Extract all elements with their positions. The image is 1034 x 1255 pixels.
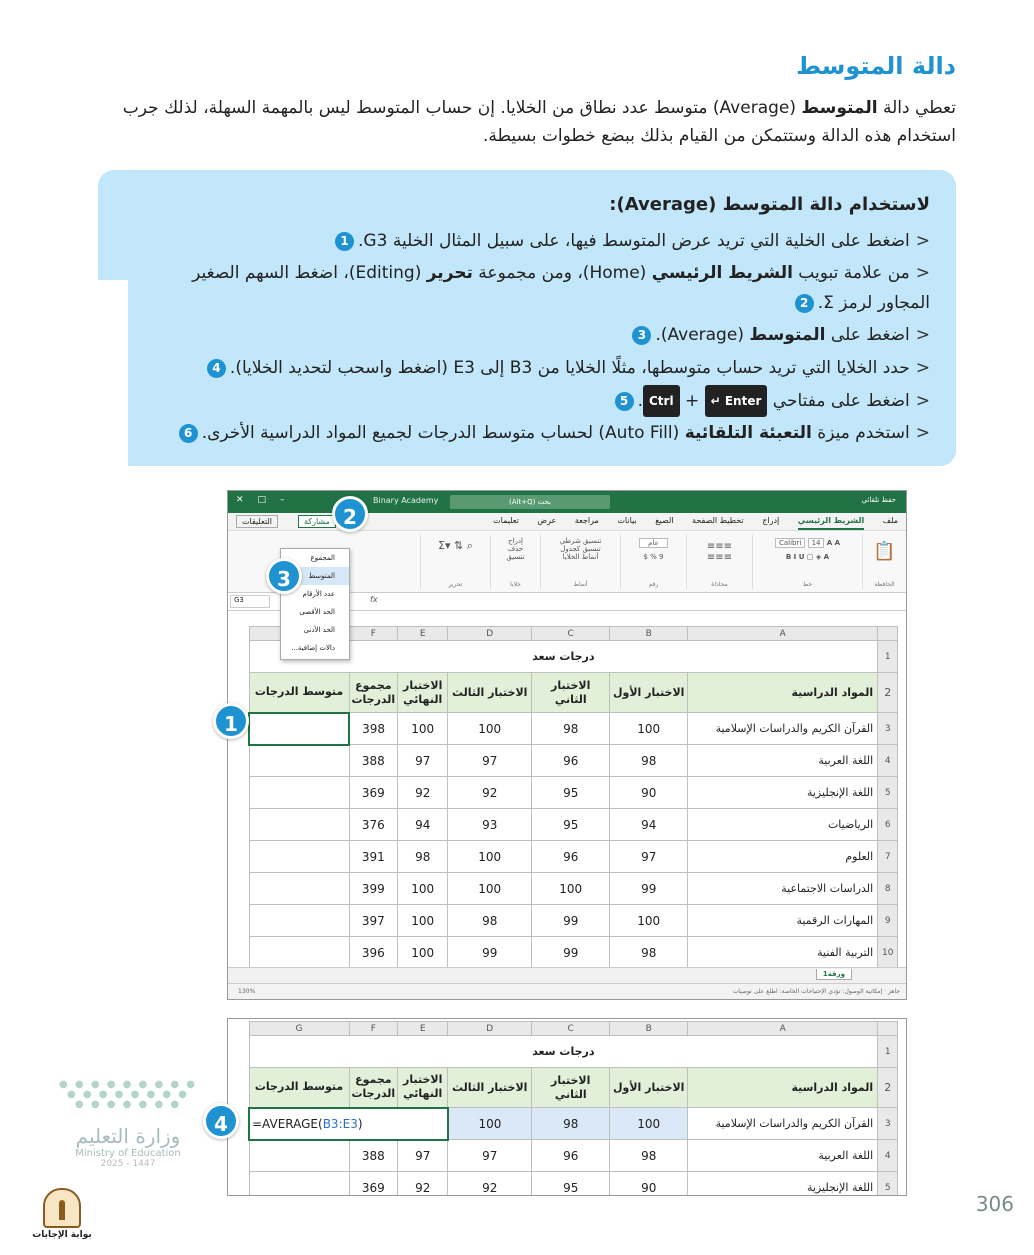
header-cell[interactable]: الاختبار الثاني: [532, 673, 610, 713]
total-cell[interactable]: 369: [349, 1172, 398, 1197]
callout-1: 1: [213, 703, 249, 739]
grade-cell[interactable]: 94: [610, 809, 688, 841]
font-format-buttons[interactable]: B I U ▢ ◈ A: [785, 553, 830, 561]
grade-cell[interactable]: 97: [448, 1140, 532, 1172]
table-row: [249, 777, 898, 809]
menu-item-min[interactable]: الحد الأدنى: [303, 626, 335, 634]
grade-cell[interactable]: 95: [532, 1172, 610, 1197]
font-name-select[interactable]: Calibri: [775, 538, 805, 548]
grade-cell[interactable]: 90: [610, 1172, 688, 1197]
step-1-number: 1: [335, 232, 354, 251]
step-6: <استخدم ميزة التعبئة التلقائية (Auto Fill) لحساب متوسط الدرجات لجميع المواد الدراسية الأخرى.6: [150, 418, 930, 448]
grade-cell[interactable]: 97: [610, 841, 688, 873]
subject-cell[interactable]: اللغة الإنجليزية: [688, 1172, 878, 1197]
page-title: دالة المتوسط: [796, 52, 956, 80]
menu-item-sum[interactable]: المجموع: [310, 554, 335, 562]
row-number[interactable]: 6: [878, 809, 898, 841]
grade-cell[interactable]: 94: [398, 809, 448, 841]
tab-insert[interactable]: إدراج: [762, 516, 780, 525]
pen-badge-icon: [43, 1188, 81, 1228]
header-cell[interactable]: مجموع الدرجات: [349, 1068, 398, 1108]
row-number[interactable]: 3: [878, 1108, 898, 1140]
group-number: عام $ % 9 رقم: [620, 535, 686, 589]
column-header-f[interactable]: F: [349, 627, 398, 641]
subject-cell[interactable]: اللغة الإنجليزية: [688, 777, 878, 809]
column-header-a[interactable]: A: [688, 1022, 878, 1036]
tab-data[interactable]: بيانات: [617, 516, 637, 525]
table-row: [249, 745, 898, 777]
grade-cell[interactable]: 97: [448, 745, 532, 777]
step-2-number: 2: [795, 294, 814, 313]
group-editing: Σ▾ ⇅ ⌕ تحرير: [420, 535, 490, 589]
grade-cell[interactable]: 92: [448, 1172, 532, 1197]
header-cell[interactable]: متوسط الدرجات: [249, 673, 349, 713]
row-number[interactable]: 2: [878, 1068, 898, 1108]
page-number: 306: [975, 1192, 1014, 1216]
average-cell[interactable]: [249, 841, 349, 873]
column-header-f[interactable]: F: [349, 1022, 398, 1036]
format-as-table-button[interactable]: تنسيق كجدول: [560, 545, 601, 553]
row-number[interactable]: 5: [878, 1172, 898, 1197]
table-row: [249, 873, 898, 905]
row-number[interactable]: 4: [878, 745, 898, 777]
grade-cell[interactable]: 97: [398, 745, 448, 777]
search-box[interactable]: بحث (Alt+Q): [450, 495, 610, 509]
average-cell[interactable]: [249, 777, 349, 809]
header-cell[interactable]: الاختبار النهائي: [398, 1068, 448, 1108]
grade-cell[interactable]: 98: [532, 713, 610, 745]
tab-page-layout[interactable]: تخطيط الصفحة: [692, 516, 744, 525]
sheet-tab[interactable]: ورقة1: [816, 969, 852, 980]
format-cells-button[interactable]: تنسيق: [506, 553, 525, 561]
name-box[interactable]: G3: [230, 595, 270, 608]
total-cell[interactable]: 369: [349, 777, 398, 809]
row-number[interactable]: 1: [878, 1036, 898, 1068]
tab-help[interactable]: تعليمات: [493, 516, 519, 525]
total-cell[interactable]: 399: [349, 873, 398, 905]
average-cell[interactable]: [249, 713, 349, 745]
ctrl-key: Ctrl: [643, 385, 680, 417]
table-row: [249, 809, 898, 841]
number-format-select[interactable]: عام: [639, 538, 668, 548]
step-3-number: 3: [632, 326, 651, 345]
step-4: <حدد الخلايا التي تريد حساب متوسطها، مثلًا الخلايا من B3 إلى E3 (اضغط واسحب لتحديد الخلايا).4: [150, 353, 930, 383]
callout-2: 2: [332, 496, 368, 532]
grade-cell[interactable]: 98: [532, 1108, 610, 1140]
window-title: Binary Academy: [373, 496, 439, 505]
row-number[interactable]: 5: [878, 777, 898, 809]
column-header-a[interactable]: A: [688, 627, 878, 641]
intro-paragraph: تعطي دالة المتوسط (Average) متوسط عدد نطاق من الخلايا. إن حساب المتوسط ليس بالمهمة السهلة، لذلك جرب استخدام هذه الدالة وستتمكن من القيام بذلك ببضع خطوات بسيطة.: [122, 98, 956, 146]
grade-cell[interactable]: 99: [532, 905, 610, 937]
group-styles: تنسيق شرطي تنسيق كجدول أنماط الخلايا أنماط: [540, 535, 620, 589]
callout-3: 3: [266, 558, 302, 594]
header-cell[interactable]: الاختبار الثالث: [448, 1068, 532, 1108]
grade-cell[interactable]: 99: [610, 873, 688, 905]
menu-item-max[interactable]: الحد الأقصى: [299, 608, 335, 616]
grade-cell[interactable]: 98: [610, 1140, 688, 1172]
header-cell[interactable]: المواد الدراسية: [688, 1068, 878, 1108]
column-header-d[interactable]: D: [448, 627, 532, 641]
grades-table: [248, 626, 898, 969]
grade-cell[interactable]: 90: [610, 777, 688, 809]
total-cell[interactable]: 391: [349, 841, 398, 873]
table-row: [249, 841, 898, 873]
grade-cell[interactable]: 100: [610, 1108, 688, 1140]
site-badge: بوابة الإجابات: [30, 1188, 94, 1240]
grade-cell[interactable]: 100: [448, 1108, 532, 1140]
tab-file[interactable]: ملف: [882, 516, 898, 525]
average-cell[interactable]: [249, 1140, 349, 1172]
row-number[interactable]: 2: [878, 673, 898, 713]
row-number[interactable]: 7: [878, 841, 898, 873]
grade-cell[interactable]: 96: [532, 745, 610, 777]
subject-cell[interactable]: القرآن الكريم والدراسات الإسلامية: [688, 713, 878, 745]
group-alignment: ≡≡≡ ≡≡≡ محاذاة: [686, 535, 752, 589]
menu-item-count[interactable]: عدد الأرقام: [302, 590, 335, 598]
grade-cell[interactable]: 100: [398, 873, 448, 905]
group-clipboard: 📋 الحافظة: [862, 535, 906, 589]
number-buttons[interactable]: $ % 9: [643, 553, 664, 561]
subject-cell[interactable]: القرآن الكريم والدراسات الإسلامية: [688, 1108, 878, 1140]
grade-cell[interactable]: 98: [448, 905, 532, 937]
total-cell[interactable]: 398: [349, 713, 398, 745]
tab-review[interactable]: مراجعة: [574, 516, 599, 525]
average-cell[interactable]: [249, 873, 349, 905]
column-header-e[interactable]: E: [398, 627, 448, 641]
subject-cell[interactable]: الدراسات الاجتماعية: [688, 873, 878, 905]
average-cell[interactable]: [249, 1172, 349, 1197]
row-number[interactable]: 9: [878, 905, 898, 937]
corner-cell[interactable]: [878, 627, 898, 641]
logo-dots-icon: ● ● ● ● ● ● ● ● ● ● ● ● ● ● ● ● ● ● ● ● ● ● ● ●: [59, 1079, 197, 1110]
subject-cell[interactable]: التربية الفنية: [688, 937, 878, 969]
column-header-e[interactable]: E: [398, 1022, 448, 1036]
formula-cell[interactable]: =AVERAGE(B3:E3): [249, 1108, 448, 1140]
average-cell[interactable]: [249, 905, 349, 937]
grade-cell[interactable]: 100: [448, 713, 532, 745]
total-cell[interactable]: 376: [349, 809, 398, 841]
grade-cell[interactable]: 96: [532, 841, 610, 873]
grade-cell[interactable]: 98: [610, 745, 688, 777]
insert-cells-button[interactable]: إدراج: [508, 537, 523, 545]
worksheet-grid: [248, 626, 898, 969]
menu-item-more-functions[interactable]: دالات إضافية...: [291, 644, 335, 652]
total-cell[interactable]: 388: [349, 1140, 398, 1172]
header-cell[interactable]: الاختبار الأول: [610, 673, 688, 713]
table-row: [249, 937, 898, 969]
menu-item-average[interactable]: المتوسط: [281, 567, 349, 585]
table-row: [249, 713, 898, 745]
tab-formulas[interactable]: الصيغ: [655, 516, 674, 525]
subject-cell[interactable]: الرياضيات: [688, 809, 878, 841]
header-cell[interactable]: الاختبار الثالث: [448, 673, 532, 713]
table-body: [249, 713, 898, 969]
grade-cell[interactable]: 100: [448, 873, 532, 905]
subject-cell[interactable]: العلوم: [688, 841, 878, 873]
row-number[interactable]: 4: [878, 1140, 898, 1172]
fx-icon[interactable]: fx: [370, 595, 378, 604]
grade-cell[interactable]: 97: [398, 1140, 448, 1172]
subject-cell[interactable]: المهارات الرقمية: [688, 905, 878, 937]
column-header-b[interactable]: B: [610, 627, 688, 641]
column-header-g[interactable]: G: [249, 1022, 349, 1036]
grade-cell[interactable]: 98: [398, 841, 448, 873]
header-cell[interactable]: الاختبار النهائي: [398, 673, 448, 713]
grade-cell[interactable]: 92: [448, 777, 532, 809]
grade-cell[interactable]: 92: [398, 777, 448, 809]
row-number[interactable]: 10: [878, 937, 898, 969]
column-header-d[interactable]: D: [448, 1022, 532, 1036]
grade-cell[interactable]: 99: [448, 937, 532, 969]
average-cell[interactable]: [249, 745, 349, 777]
comments-button[interactable]: التعليقات: [236, 515, 278, 528]
steps-heading: لاستخدام دالة المتوسط (Average):: [609, 194, 930, 215]
step-1: <اضغط على الخلية التي تريد عرض المتوسط فيها، على سبيل المثال الخلية G3.1: [150, 226, 930, 256]
worksheet-grid-2: [248, 1021, 898, 1196]
average-cell[interactable]: [249, 937, 349, 969]
step-3: <اضغط على المتوسط (Average).3: [150, 320, 930, 350]
header-cell[interactable]: الاختبار الثاني: [532, 1068, 610, 1108]
grade-cell[interactable]: 100: [610, 905, 688, 937]
grade-cell[interactable]: 92: [398, 1172, 448, 1197]
tab-view[interactable]: عرض: [537, 516, 557, 525]
callout-4: 4: [203, 1103, 239, 1139]
corner-cell[interactable]: [878, 1022, 898, 1036]
grade-cell[interactable]: 100: [398, 905, 448, 937]
subject-cell[interactable]: اللغة العربية: [688, 745, 878, 777]
paste-icon[interactable]: 📋: [873, 541, 896, 562]
step-4-number: 4: [207, 359, 226, 378]
subject-cell[interactable]: اللغة العربية: [688, 1140, 878, 1172]
alignment-buttons[interactable]: ≡≡≡ ≡≡≡: [706, 541, 733, 563]
column-header-c[interactable]: C: [532, 627, 610, 641]
grade-cell[interactable]: 98: [610, 937, 688, 969]
table-row: [249, 905, 898, 937]
grade-cell[interactable]: 96: [532, 1140, 610, 1172]
grade-cell[interactable]: 100: [398, 713, 448, 745]
group-cells: إدراج حذف تنسيق خلايا: [490, 535, 540, 589]
total-cell[interactable]: 388: [349, 745, 398, 777]
step-5-number: 5: [615, 392, 634, 411]
sheet-tabs-bar: [228, 967, 906, 983]
font-size-select[interactable]: 14: [808, 538, 825, 548]
column-header-b[interactable]: B: [610, 1022, 688, 1036]
header-cell[interactable]: متوسط الدرجات: [249, 1068, 349, 1108]
sheet-title-cell[interactable]: درجات سعد: [249, 1036, 878, 1068]
grade-cell[interactable]: 100: [532, 873, 610, 905]
steps-box: [98, 170, 956, 466]
status-bar: [228, 983, 906, 999]
average-cell[interactable]: [249, 809, 349, 841]
ribbon-tabs: [228, 513, 906, 531]
ministry-logo: ● ● ● ● ● ● ● ● ● ● ● ● ● ● ● ● ● ● ● ● ● ● ● ● وزارة التعليم Ministry of Education 2025 - 1447: [59, 1079, 197, 1169]
title-bar: [228, 491, 906, 513]
grade-cell[interactable]: 100: [398, 937, 448, 969]
grades-table-2: [248, 1021, 898, 1196]
row-number[interactable]: 3: [878, 713, 898, 745]
delete-cells-button[interactable]: حذف: [507, 545, 524, 553]
grade-cell[interactable]: 100: [610, 713, 688, 745]
total-cell[interactable]: 397: [349, 905, 398, 937]
share-button[interactable]: مشاركة: [298, 515, 336, 528]
enter-key: Enter ↵: [705, 385, 768, 417]
step-5: <اضغط على مفتاحي Enter ↵ + Ctrl.5: [150, 385, 930, 417]
row-number[interactable]: 1: [878, 641, 898, 673]
step-2: <من علامة تبويب الشريط الرئيسي (Home)، ومن مجموعة تحرير (Editing)، اضغط السهم الصغير المجاور لرمز Σ.2: [192, 263, 930, 313]
grade-cell[interactable]: 100: [448, 841, 532, 873]
excel-formula-view: [227, 1018, 907, 1196]
header-cell[interactable]: الاختبار الأول: [610, 1068, 688, 1108]
step-6-number: 6: [179, 424, 198, 443]
window-controls[interactable]: ✕□–: [236, 495, 299, 505]
row-number[interactable]: 8: [878, 873, 898, 905]
status-text: جاهز · إمكانية الوصول: تؤدي الإحتياجات الخاصة: اطلع على توصيات: [732, 988, 900, 995]
grade-cell[interactable]: 99: [532, 937, 610, 969]
grade-cell[interactable]: 95: [532, 777, 610, 809]
total-cell[interactable]: 396: [349, 937, 398, 969]
conditional-format-button[interactable]: تنسيق شرطي: [559, 537, 602, 545]
tab-home[interactable]: الشريط الرئيسي: [798, 513, 864, 530]
grade-cell[interactable]: 95: [532, 809, 610, 841]
cell-styles-button[interactable]: أنماط الخلايا: [562, 553, 599, 561]
zoom-level[interactable]: 130%: [238, 988, 256, 995]
group-font: Calibri 14 A A B I U ▢ ◈ A خط: [752, 535, 862, 589]
autosave-toggle[interactable]: حفظ تلقائي: [861, 496, 896, 504]
autosum-button[interactable]: Σ▾ ⇅ ⌕: [438, 539, 473, 552]
sheet-title-cell[interactable]: درجات سعد: [249, 641, 878, 673]
header-cell[interactable]: مجموع الدرجات: [349, 673, 398, 713]
column-header-c[interactable]: C: [532, 1022, 610, 1036]
grade-cell[interactable]: 93: [448, 809, 532, 841]
header-cell[interactable]: المواد الدراسية: [688, 673, 878, 713]
